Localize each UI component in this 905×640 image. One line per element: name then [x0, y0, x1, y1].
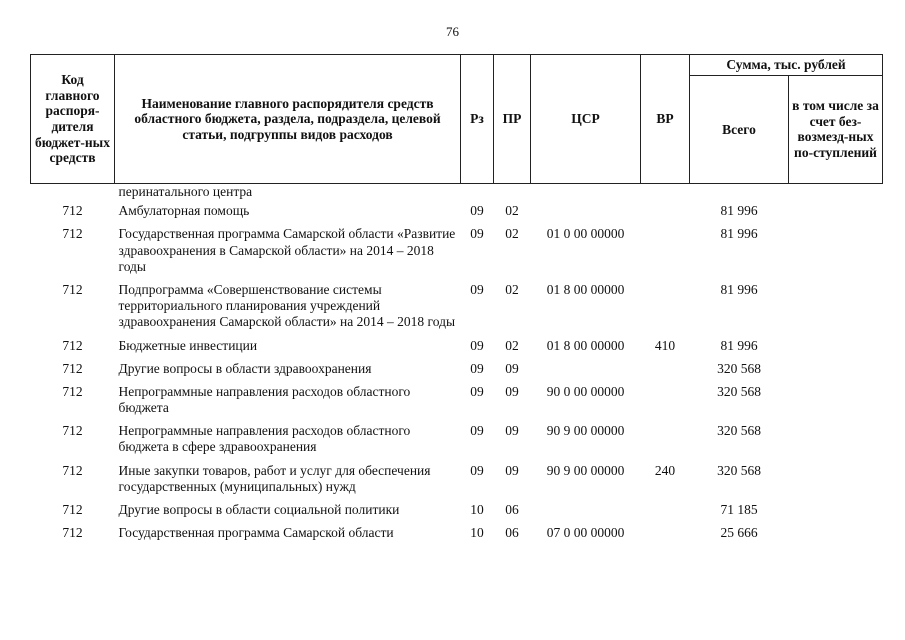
cell-rz: [461, 184, 494, 204]
cell-code: 712: [62, 383, 83, 399]
page-number: 76: [446, 24, 459, 39]
cell-rz: 09: [470, 462, 484, 478]
cell-rz: 10: [470, 525, 484, 541]
cell-vr: [641, 423, 690, 462]
header-name: Наименование главного распорядителя средств областного бюджета, раздела, подраздела, целевой статьи, подгруппы видов расходов: [115, 55, 461, 184]
cell-pr: 09: [505, 383, 519, 399]
cell-vr: [641, 384, 690, 423]
cell-total: 25 666: [720, 525, 758, 541]
cell-incl: [789, 502, 883, 525]
cell-vr: [641, 203, 690, 226]
cell-name: Иные закупки товаров, работ и услуг для обеспечения государственных (муниципальных) нужд: [118, 462, 431, 494]
table-row: [31, 184, 883, 204]
cell-incl: [789, 463, 883, 502]
cell-incl: [789, 226, 883, 282]
cell-rz: 09: [470, 360, 484, 376]
cell-pr: 02: [505, 281, 519, 297]
cell-vr: [641, 282, 690, 338]
cell-code: 712: [62, 525, 83, 541]
cell-total: 81 996: [720, 226, 758, 242]
cell-name: Амбулаторная помощь: [118, 203, 250, 219]
header-rz: Рз: [461, 55, 494, 184]
cell-total: 320 568: [717, 360, 761, 376]
cell-incl: [789, 384, 883, 423]
cell-vr: [641, 502, 690, 525]
cell-vr: [641, 184, 690, 204]
cell-csr: 01 8 00 00000: [546, 281, 625, 297]
table-row: [31, 463, 883, 502]
cell-pr: 09: [505, 360, 519, 376]
header-vr: ВР: [641, 55, 690, 184]
table-row: [31, 502, 883, 525]
cell-code: 712: [62, 360, 83, 376]
cell-code: [31, 184, 115, 204]
cell-csr: [531, 361, 641, 384]
table-row: [31, 384, 883, 423]
cell-pr: 06: [505, 502, 519, 517]
cell-incl: [789, 338, 883, 361]
cell-name: Бюджетные инвестиции: [118, 337, 258, 353]
cell-csr: 90 0 00 00000: [546, 383, 625, 399]
cell-name: Государственная программа Самарской области: [118, 525, 394, 541]
cell-rz: 10: [470, 502, 484, 517]
header-code: Код главного распоря-дителя бюджет-ных средств: [31, 55, 115, 184]
header-csr: ЦСР: [531, 55, 641, 184]
table-row: [31, 361, 883, 384]
cell-pr: 02: [505, 337, 519, 353]
cell-code: 712: [62, 502, 83, 517]
cell-csr: [531, 203, 641, 226]
cell-pr: [494, 184, 531, 204]
cell-name: Непрограммные направления расходов областного бюджета в сфере здравоохранения: [118, 423, 411, 455]
cell-code: 712: [62, 337, 83, 353]
cell-total: 71 185: [720, 502, 758, 517]
cell-code: 712: [62, 281, 83, 297]
cell-csr: 01 8 00 00000: [546, 337, 625, 353]
cell-incl: [789, 361, 883, 384]
header-sum-group: Сумма, тыс. рублей: [690, 55, 883, 76]
cell-pr: 09: [505, 423, 519, 439]
cell-pr: 09: [505, 462, 519, 478]
cell-name: Непрограммные направления расходов областного бюджета: [118, 383, 411, 416]
cell-csr: 07 0 00 00000: [546, 525, 625, 541]
table-row: [31, 203, 883, 226]
cell-csr: 90 9 00 00000: [546, 462, 625, 478]
cell-code: 712: [62, 203, 83, 219]
budget-table: [30, 54, 883, 548]
cell-pr: 06: [505, 525, 519, 541]
cell-rz: 09: [470, 337, 484, 353]
table-row: [31, 423, 883, 462]
cell-name: Другие вопросы в области социальной политики: [118, 502, 400, 517]
table-header: [31, 55, 883, 184]
cell-vr: [641, 226, 690, 282]
cell-code: 712: [62, 226, 83, 242]
cell-incl: [789, 203, 883, 226]
cell-total: 320 568: [717, 423, 761, 439]
cell-incl: [789, 423, 883, 462]
cell-total: [690, 184, 789, 204]
cell-name: перинатального центра: [118, 184, 253, 199]
header-incl: в том числе за счет без-возмезд-ных по-ступлений: [789, 75, 883, 183]
table-row: [31, 525, 883, 548]
cell-rz: 09: [470, 226, 484, 242]
table-body: [31, 184, 883, 549]
cell-total: 81 996: [720, 337, 758, 353]
cell-incl: [789, 282, 883, 338]
cell-name: Подпрограмма «Совершенствование системы территориального планирования учреждений здравоохранения Самарской области» на 2014 – 2018 годы: [118, 281, 456, 330]
table-row: [31, 282, 883, 338]
header-total: Всего: [690, 75, 789, 183]
cell-vr: 410: [654, 337, 676, 353]
cell-vr: [641, 361, 690, 384]
cell-incl: [789, 184, 883, 204]
table-row: [31, 226, 883, 282]
cell-pr: 02: [505, 203, 519, 219]
cell-pr: 02: [505, 226, 519, 242]
header-pr: ПР: [494, 55, 531, 184]
cell-total: 320 568: [717, 383, 761, 399]
cell-rz: 09: [470, 203, 484, 219]
cell-rz: 09: [470, 281, 484, 297]
cell-vr: [641, 525, 690, 548]
cell-vr: 240: [654, 462, 676, 478]
cell-rz: 09: [470, 423, 484, 439]
cell-code: 712: [62, 423, 83, 439]
cell-csr: 01 0 00 00000: [546, 226, 625, 242]
table-row: [31, 338, 883, 361]
cell-total: 320 568: [717, 462, 761, 478]
cell-total: 81 996: [720, 281, 758, 297]
cell-incl: [789, 525, 883, 548]
cell-csr: [531, 184, 641, 204]
cell-csr: [531, 502, 641, 525]
cell-name: Государственная программа Самарской области «Развитие здравоохранения в Самарской области» на 2014 – 2018 годы: [118, 226, 456, 274]
cell-total: 81 996: [720, 203, 758, 219]
cell-code: 712: [62, 462, 83, 478]
cell-name: Другие вопросы в области здравоохранения: [118, 360, 372, 376]
cell-csr: 90 9 00 00000: [546, 423, 625, 439]
cell-rz: 09: [470, 383, 484, 399]
